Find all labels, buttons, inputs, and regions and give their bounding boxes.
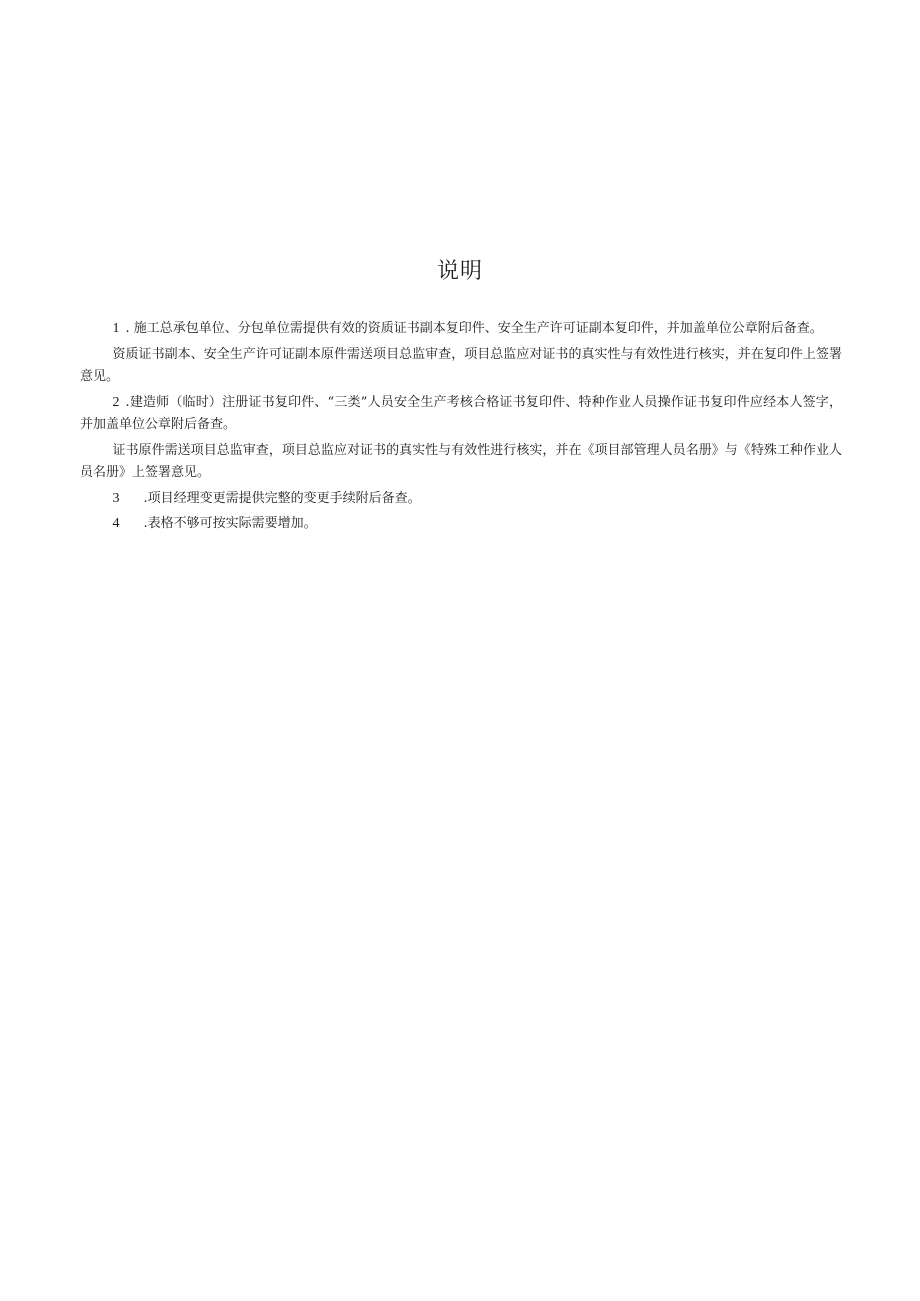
item-text: .项目经理变更需提供完整的变更手续附后备查。 (143, 490, 421, 506)
item-number: 1 (112, 321, 120, 336)
instructions-body (80, 318, 842, 539)
item-number: 3 (112, 490, 120, 506)
instruction-item-4 (80, 513, 842, 536)
item-number: 2 (112, 394, 120, 410)
item-text: 资质证书副本、安全生产许可证副本原件需送项目总监审查，项目总监应对证书的真实性与有效性进行核实，并在复印件上签署意见。 (80, 346, 842, 384)
page-title: 说明 (436, 259, 483, 284)
instruction-item-2 (80, 392, 842, 437)
instruction-item-1 (80, 318, 842, 341)
item-text: .建造师（临时）注册证书复印件、“三类”人员安全生产考核合格证书复印件、特种作业人员操作证书复印件应经本人签字，并加盖单位公章附后备查。 (80, 394, 842, 432)
item-text: .表格不够可按实际需要增加。 (143, 516, 317, 531)
instruction-item-1-note (80, 344, 842, 389)
item-text: . 施工总承包单位、分包单位需提供有效的资质证书副本复印件、安全生产许可证副本复印件，并加盖单位公章附后备查。 (125, 321, 823, 336)
item-number: 4 (112, 516, 120, 531)
item-text: 证书原件需送项目总监审查，项目总监应对证书的真实性与有效性进行核实，并在《项目部管理人员名册》与《特殊工种作业人员名册》上签署意见。 (80, 442, 842, 480)
instruction-item-3 (80, 488, 842, 511)
instruction-item-2-note (80, 440, 842, 485)
